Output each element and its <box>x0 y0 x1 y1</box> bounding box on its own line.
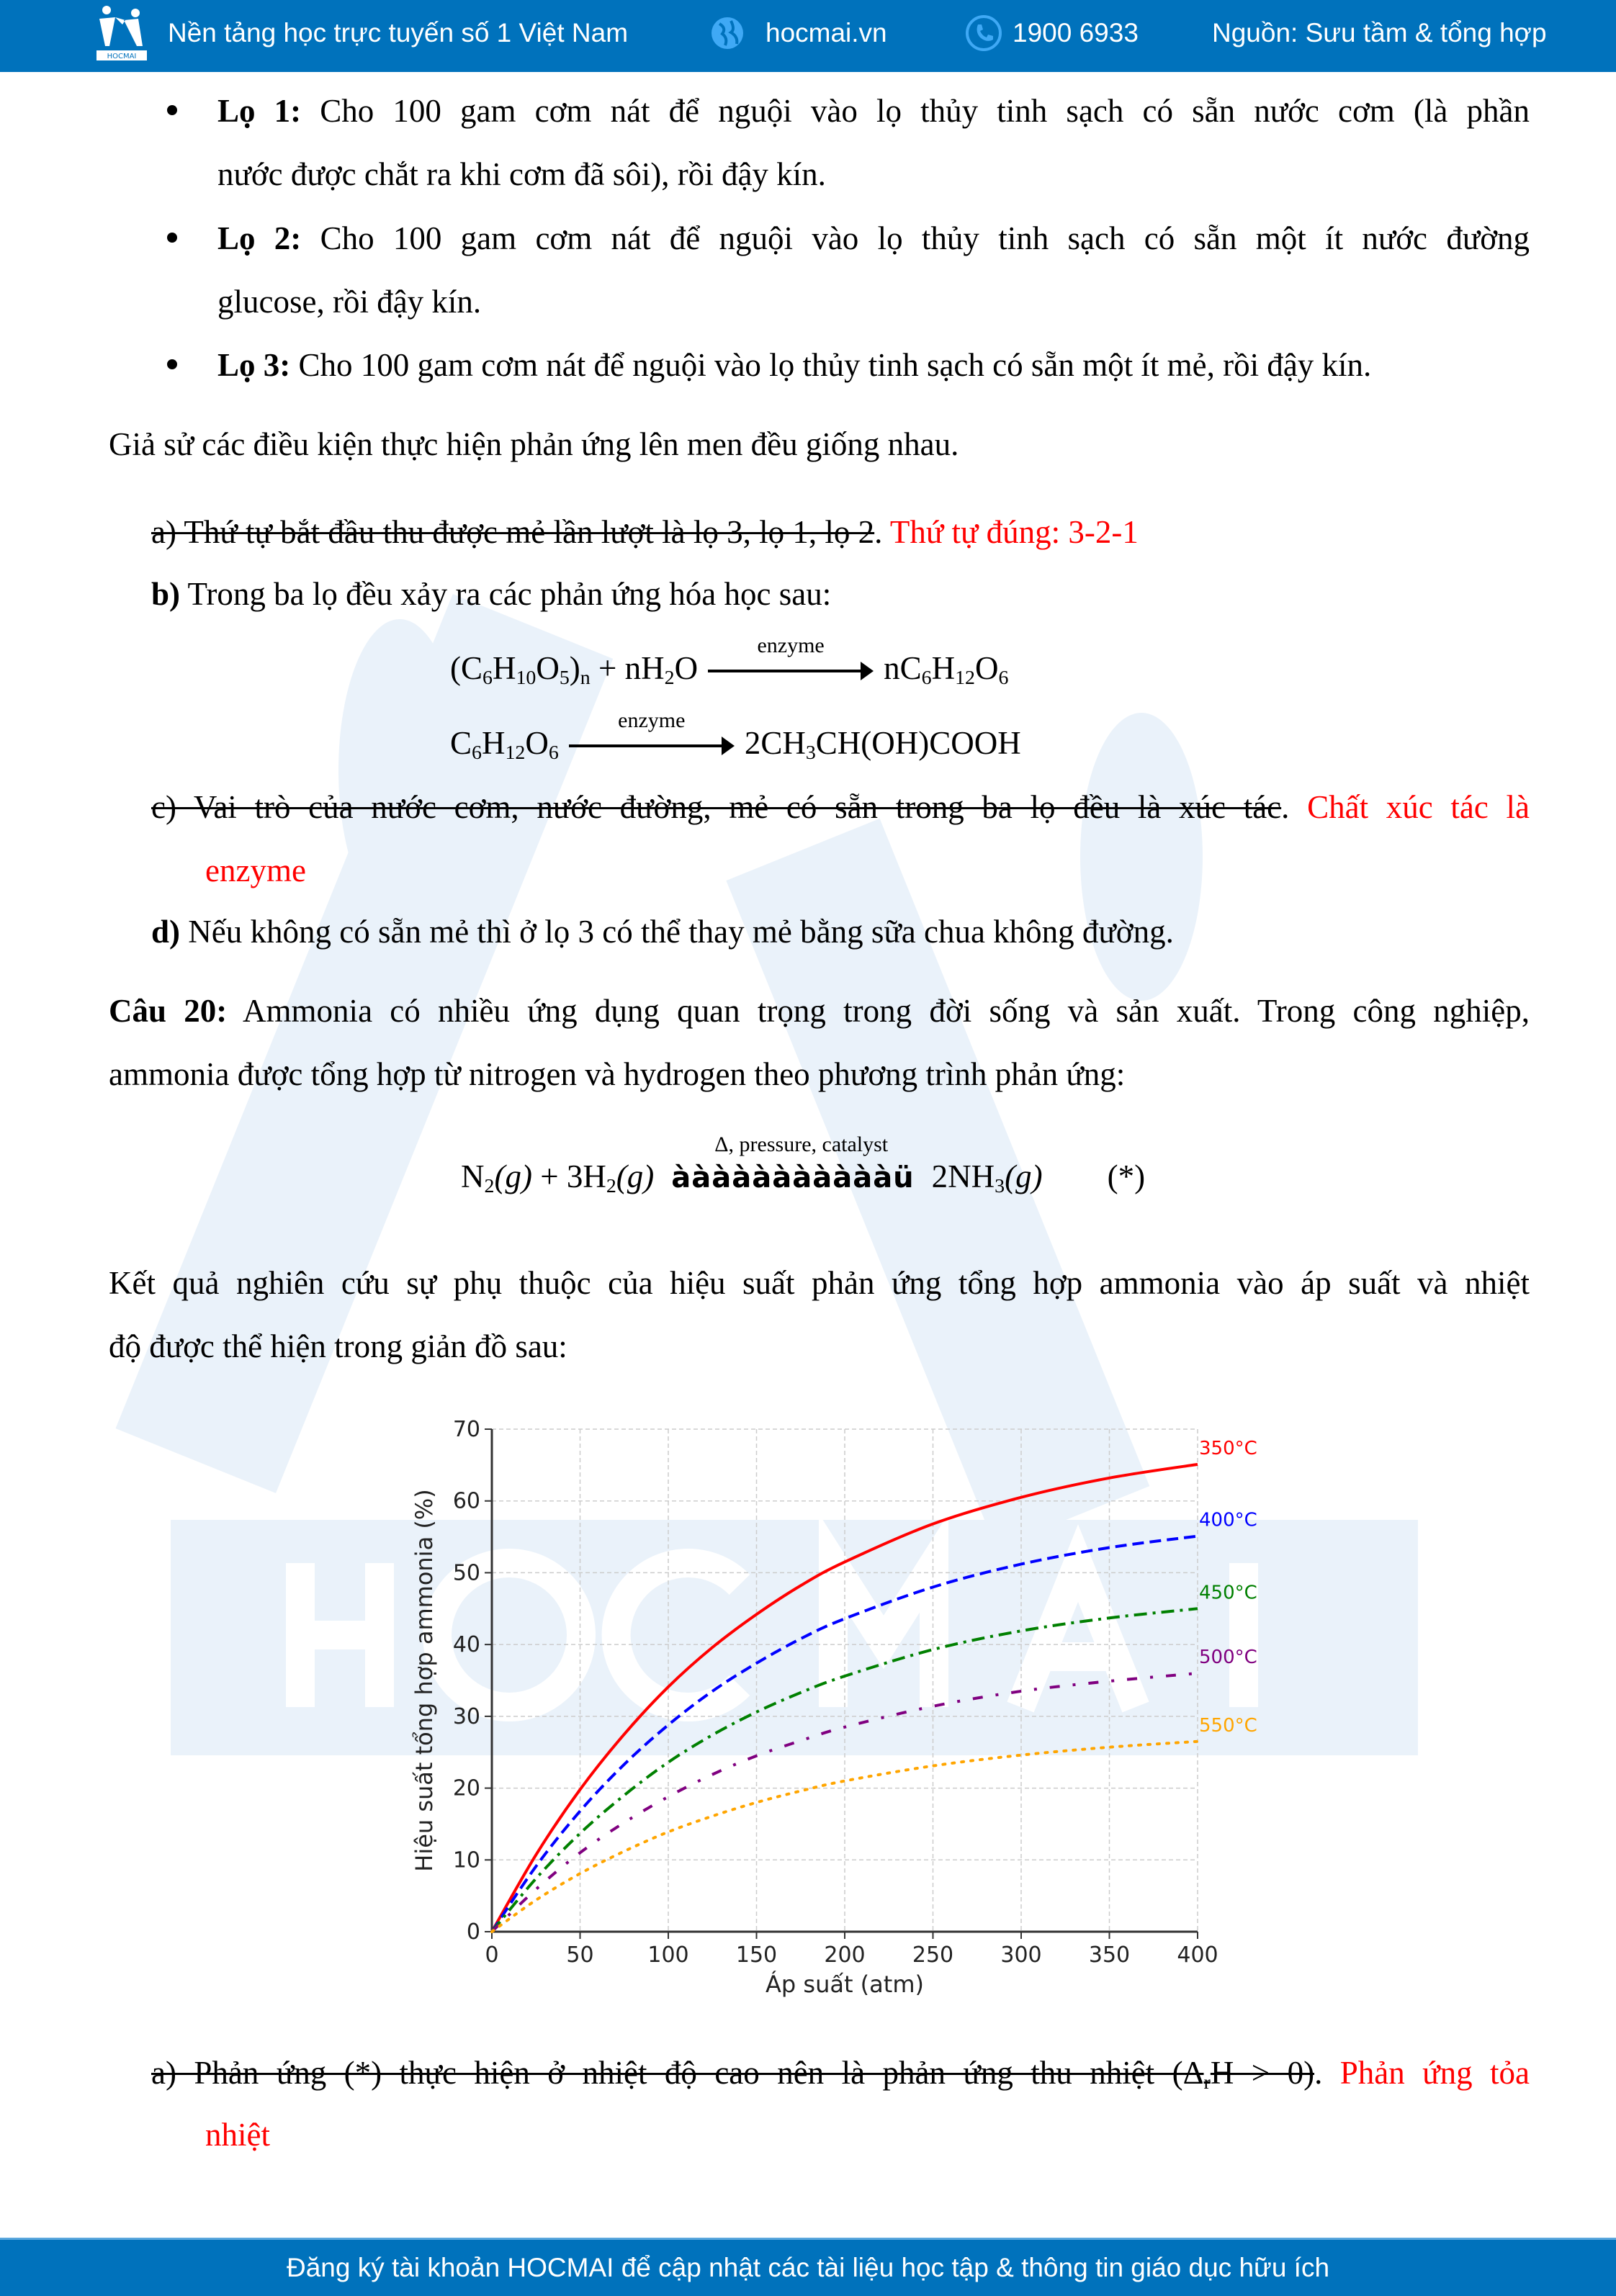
text-segment: (g) <box>616 1158 655 1194</box>
globe-icon <box>709 0 745 66</box>
reaction-fermentation <box>450 708 1021 765</box>
x-tick-label: 350 <box>1088 1942 1131 1968</box>
y-tick-label: 40 <box>452 1632 480 1658</box>
text-segment: + 3H <box>531 1158 606 1194</box>
answer-correction: nhiệt <box>205 2117 270 2153</box>
text-segment: Lọ 3: <box>217 347 291 383</box>
reaction-arrow <box>708 634 874 683</box>
bullet-icon <box>167 359 177 369</box>
series-label: 450°C <box>1199 1582 1257 1604</box>
phone-number[interactable]: 1900 6933 <box>1013 18 1139 48</box>
text-segment: nC <box>884 650 922 686</box>
q19-statement-c-cont <box>205 839 306 902</box>
text-segment: . <box>1314 2055 1340 2091</box>
y-tick-label: 10 <box>452 1847 480 1873</box>
products <box>884 649 1008 687</box>
hocmai-logo[interactable] <box>94 0 151 66</box>
garbled-arrow <box>671 1133 915 1194</box>
arrow-label: enzyme <box>757 634 825 657</box>
ammonia-synthesis-equation <box>461 1133 1146 1198</box>
text-segment: (g) <box>494 1158 532 1194</box>
subscript: 2 <box>664 666 675 689</box>
bullet-lo2-line2 <box>217 270 481 333</box>
reactants <box>450 649 698 687</box>
text-segment: Cho 100 gam cơm nát để nguội vào lọ thủy tinh sạch có sẵn một ít mẻ, rồi đậy kín. <box>290 347 1372 383</box>
text-segment: Cho 100 gam cơm nát để nguội vào lọ thủy tinh sạch có sẵn một ít nước đường <box>301 220 1530 256</box>
subscript: 6 <box>548 741 559 764</box>
text-segment: nước được chắt ra khi cơm đã sôi), rồi đậy kín. <box>217 156 826 192</box>
subscript: 12 <box>955 666 975 689</box>
subscript: 10 <box>516 666 537 689</box>
text-segment: a) Phản ứng (*) thực hiện ở nhiệt độ cao nên là phản ứng thu nhiệt (Δ <box>151 2055 1204 2091</box>
header-tagline: Nền tảng học trực tuyến số 1 Việt Nam <box>168 18 629 48</box>
text-segment: H <box>481 725 506 761</box>
y-tick-label: 50 <box>452 1560 480 1586</box>
text-segment: O <box>974 650 999 686</box>
arrow-label: enzyme <box>618 708 686 732</box>
text-segment: C <box>450 725 472 761</box>
text-segment: Câu 20: <box>109 993 228 1029</box>
logo-text: HOCMAI <box>107 53 137 60</box>
answer-correction: enzyme <box>205 852 306 888</box>
text-segment: CH(OH)COOH <box>815 725 1021 761</box>
x-tick-label: 250 <box>912 1942 954 1968</box>
y-tick-label: 60 <box>452 1488 480 1514</box>
subscript: 12 <box>505 741 526 764</box>
reactants <box>450 724 559 762</box>
text-segment: . <box>1281 789 1308 825</box>
x-tick-label: 400 <box>1177 1942 1218 1968</box>
arrow-label: Δ, pressure, catalyst <box>714 1133 889 1156</box>
q20-statement-a-cont <box>205 2103 270 2166</box>
products <box>745 724 1021 762</box>
series-label: 400°C <box>1199 1509 1257 1531</box>
subscript: r <box>1203 2071 1211 2094</box>
text-segment: glucose, rồi đậy kín. <box>217 284 482 320</box>
q20-result-line1 <box>109 1251 1530 1315</box>
y-tick-label: 70 <box>452 1417 480 1442</box>
y-tick-label: 30 <box>452 1703 480 1729</box>
q20-statement-a <box>151 2041 1530 2104</box>
text-segment: Nếu không có sẵn mẻ thì ở lọ 3 có thể thay mẻ bằng sữa chua không đường. <box>180 914 1174 950</box>
text-segment: ) <box>569 650 580 686</box>
subscript: 6 <box>921 666 932 689</box>
products <box>931 1158 1043 1197</box>
subscript: 6 <box>482 666 493 689</box>
bullet-icon <box>167 233 177 243</box>
text-segment: Kết quả nghiên cứu sự phụ thuộc của hiệu suất phản ứng tổng hợp ammonia vào áp suất và nhiệt <box>109 1265 1530 1301</box>
answer-correction: Chất xúc tác là <box>1307 789 1530 825</box>
bullet-lo1-line2 <box>217 143 826 206</box>
text-segment: b) <box>151 576 181 612</box>
subscript: n <box>580 666 591 689</box>
x-tick-label: 300 <box>1000 1942 1042 1968</box>
x-tick-label: 100 <box>647 1942 689 1968</box>
reaction-hydrolysis <box>450 634 1009 690</box>
text-segment: c) Vai trò của nước cơm, nước đường, mẻ có sẵn trong ba lọ đều là xúc tác <box>151 789 1282 825</box>
subscript: 6 <box>998 666 1009 689</box>
bullet-lo1-line1 <box>217 79 1530 143</box>
text-segment: d) <box>151 914 181 950</box>
text-segment: Trong ba lọ đều xảy ra các phản ứng hóa học sau: <box>180 576 832 612</box>
q20-intro-line2 <box>109 1043 1125 1106</box>
ammonia-yield-chart <box>403 1404 1303 2002</box>
q20-result-line2 <box>109 1315 567 1378</box>
y-axis-label: Hiệu suất tổng hợp ammonia (%) <box>410 1489 438 1872</box>
arrow-glyphs: àààààààààààü <box>671 1161 915 1194</box>
text-segment: H > 0) <box>1210 2055 1315 2091</box>
x-tick-label: 50 <box>566 1942 594 1968</box>
text-segment: (g) <box>1005 1158 1043 1194</box>
text-segment: Lọ 1: <box>217 93 302 129</box>
subscript: 2 <box>484 1174 495 1197</box>
text-segment: độ được thể hiện trong giản đồ sau: <box>109 1328 567 1364</box>
text-segment: H <box>931 650 956 686</box>
text-segment: 2CH <box>744 725 806 761</box>
text-segment: N <box>461 1158 485 1194</box>
text-segment: H <box>492 650 516 686</box>
series-label: 500°C <box>1199 1647 1257 1669</box>
answer-correction: Thứ tự đúng: 3-2-1 <box>889 514 1139 550</box>
text-segment: (C <box>450 650 482 686</box>
logo-icon <box>94 3 151 63</box>
text-segment: 2NH <box>931 1158 995 1194</box>
text-segment: Giả sử các điều kiện thực hiện phản ứng lên men đều giống nhau. <box>109 426 959 462</box>
text-segment: O <box>674 650 699 686</box>
text-segment: O <box>536 650 560 686</box>
series-label: 350°C <box>1199 1437 1257 1459</box>
q20-intro-line1 <box>109 979 1530 1043</box>
x-tick-label: 150 <box>735 1942 778 1968</box>
website-link[interactable]: hocmai.vn <box>766 18 887 48</box>
y-tick-label: 20 <box>452 1775 480 1801</box>
x-axis-label: Áp suất (atm) <box>766 1971 924 1998</box>
text-segment: O <box>525 725 549 761</box>
subscript: 3 <box>805 741 816 764</box>
text-segment: + nH <box>590 650 665 686</box>
footer-text[interactable]: Đăng ký tài khoản HOCMAI để cập nhật các tài liệu học tập & thông tin giáo dục hữu ích <box>286 2253 1330 2282</box>
q19-statement-a <box>151 500 1139 564</box>
y-tick-label: 0 <box>466 1919 480 1945</box>
text-segment: Cho 100 gam cơm nát để nguội vào lọ thủy tinh sạch có sẵn nước cơm (là phần <box>301 93 1530 129</box>
bullet-lo2-line1 <box>217 207 1530 270</box>
x-tick-label: 0 <box>485 1942 499 1968</box>
subscript: 3 <box>995 1174 1005 1197</box>
reaction-arrow <box>569 708 735 757</box>
phone-icon <box>965 0 1002 66</box>
series-label: 550°C <box>1199 1714 1257 1737</box>
reactants <box>461 1158 655 1197</box>
text-segment: Ammonia có nhiều ứng dụng quan trọng trong đời sống và sản xuất. Trong công nghiệp, <box>227 993 1530 1029</box>
x-tick-label: 200 <box>824 1942 866 1968</box>
subscript: 6 <box>472 741 482 764</box>
text-segment: Lọ 2: <box>217 220 302 256</box>
header-bar <box>0 0 1616 72</box>
q19-statement-c <box>151 775 1530 839</box>
footer-bar <box>0 2238 1616 2296</box>
text-segment: . <box>874 514 890 550</box>
bullet-lo3 <box>217 333 1371 397</box>
q19-statement-d <box>151 900 1174 963</box>
text-segment: ammonia được tổng hợp từ nitrogen và hydrogen theo phương trình phản ứng: <box>109 1056 1126 1092</box>
answer-correction: Phản ứng tỏa <box>1339 2055 1530 2091</box>
equation-tag: (*) <box>1107 1158 1146 1194</box>
source-note: Nguồn: Sưu tầm & tổng hợp <box>1212 18 1547 48</box>
bullet-icon <box>167 105 177 115</box>
q19-statement-b <box>151 562 831 626</box>
text-segment: a) Thứ tự bắt đầu thu được mẻ lần lượt là lọ 3, lọ 1, lọ 2 <box>151 514 875 550</box>
subscript: 5 <box>559 666 570 689</box>
assumption-text <box>109 413 959 476</box>
subscript: 2 <box>606 1174 616 1197</box>
